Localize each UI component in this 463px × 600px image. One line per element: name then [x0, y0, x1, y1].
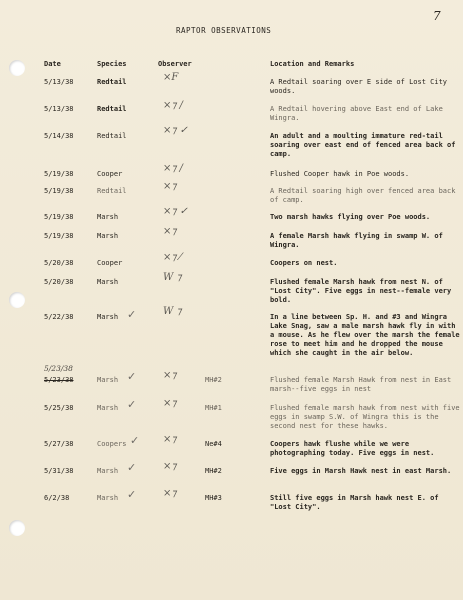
row-remarks: Flushed female Marsh Hawk from nest in East marsh--five eggs in nest: [270, 376, 452, 393]
observer-initials-mark: ×⁊ /: [163, 163, 183, 174]
row-date: 5/31/38: [44, 467, 74, 475]
row-species: Marsh: [97, 467, 119, 475]
observer-initials-mark: W ⁊: [163, 272, 182, 283]
observer-initials-mark: ×⁊: [163, 181, 177, 192]
row-date: 5/25/38: [44, 404, 74, 412]
check-icon: ✓: [127, 398, 137, 411]
observer-initials-mark: ×⁊: [163, 226, 177, 237]
observer-initials-mark: ×⁊: [163, 488, 177, 499]
check-icon: ✓: [127, 308, 137, 321]
row-date: 5/19/38: [44, 232, 74, 240]
row-remarks: A Redtail soaring high over fenced area back of camp.: [270, 187, 456, 204]
row-date: 5/22/38: [44, 313, 74, 321]
row-species: Marsh: [97, 313, 119, 321]
row-date: 5/27/38: [44, 440, 74, 448]
row-nest: MH#3: [205, 494, 222, 502]
row-nest: MH#2: [205, 376, 222, 384]
row-date: 5/20/38: [44, 278, 74, 286]
header-observer: Observer: [158, 60, 192, 68]
observer-initials-mark: ×F: [163, 72, 179, 83]
binder-hole: [9, 520, 25, 536]
row-remarks: Coopers hawk flushe while we were photographing today. Five eggs in nest.: [270, 440, 435, 457]
row-remarks: Flushed Cooper hawk in Poe woods.: [270, 170, 410, 178]
row-date: 5/20/38: [44, 259, 74, 267]
observer-initials-mark: ×⁊ /: [163, 100, 183, 111]
observer-initials-mark: ×⁊ ⁄: [163, 252, 182, 263]
observer-initials-mark: ×⁊: [163, 398, 177, 409]
row-species: Redtail: [97, 187, 127, 195]
check-icon: ✓: [127, 461, 137, 474]
header-remarks: Location and Remarks: [270, 60, 355, 68]
row-remarks: A female Marsh hawk flying in swamp W. of Wingra.: [270, 232, 443, 249]
row-nest: Ne#4: [205, 440, 222, 448]
row-remarks: Flushed female marsh hawk from nest with five eggs in swamp S.W. of Wingra this is the second nest for these hawks.: [270, 404, 460, 430]
observer-initials-mark: ×⁊ ✓: [163, 206, 188, 217]
check-icon: ✓: [127, 488, 137, 501]
observer-initials-mark: ×⁊ ✓: [163, 125, 188, 136]
row-nest: MH#1: [205, 404, 222, 412]
row-species: Coopers: [97, 440, 127, 448]
row-species: Marsh: [97, 376, 119, 384]
row-date: 6/2/38: [44, 494, 70, 502]
page-number: 7: [433, 9, 441, 23]
row-remarks: Five eggs in Marsh Hawk nest in east Marsh.: [270, 467, 452, 475]
header-date: Date: [44, 60, 61, 68]
row-species: Marsh: [97, 494, 119, 502]
row-species: Redtail: [97, 105, 127, 113]
row-remarks: Coopers on nest.: [270, 259, 338, 267]
row-species: Cooper: [97, 170, 123, 178]
row-species: Marsh: [97, 232, 119, 240]
observer-initials-mark: W ⁊: [163, 306, 182, 317]
row-species: Cooper: [97, 259, 123, 267]
row-date: 5/13/38: [44, 78, 74, 86]
check-icon: ✓: [130, 434, 140, 447]
row-date: 5/19/38: [44, 213, 74, 221]
row-remarks: A Redtail hovering above East end of Lake Wingra.: [270, 105, 443, 122]
row-remarks: Flushed female Marsh hawk from nest N. of "Lost City". Five eggs in nest--female very bold.: [270, 278, 452, 304]
binder-hole: [9, 292, 25, 308]
row-remarks: Still five eggs in Marsh hawk nest E. of "Lost City".: [270, 494, 439, 511]
check-icon: ✓: [127, 370, 137, 383]
row-remarks: A Redtail soaring over E side of Lost City woods.: [270, 78, 448, 95]
row-date: 5/13/38: [44, 105, 74, 113]
row-species: Marsh: [97, 404, 119, 412]
row-date: 5/23/38: [44, 376, 74, 384]
row-species: Marsh: [97, 278, 119, 286]
header-species: Species: [97, 60, 127, 68]
row-species: Redtail: [97, 132, 127, 140]
row-remarks: An adult and a moulting immature red-tail soaring over east end of fenced area back of camp.: [270, 132, 456, 158]
row-species: Redtail: [97, 78, 127, 86]
row-date: 5/19/38: [44, 187, 74, 195]
observer-initials-mark: ×⁊: [163, 434, 177, 445]
row-nest: MH#2: [205, 467, 222, 475]
row-species: Marsh: [97, 213, 119, 221]
row-date: 5/14/38: [44, 132, 74, 140]
page-title: RAPTOR OBSERVATIONS: [176, 26, 272, 35]
observer-initials-mark: ×⁊: [163, 461, 177, 472]
row-date-handwritten: 5/23/38: [44, 364, 73, 373]
row-date: 5/19/38: [44, 170, 74, 178]
binder-hole: [9, 60, 25, 76]
observer-initials-mark: ×⁊: [163, 370, 177, 381]
row-remarks: In a line between Sp. H. and #3 and Wingra Lake Snag, saw a male marsh hawk fly in with a mouse. As he flew over the marsh the female rose to meet him and he dropped the mouse which she caught in the air below.: [270, 313, 460, 357]
row-remarks: Two marsh hawks flying over Poe woods.: [270, 213, 431, 221]
